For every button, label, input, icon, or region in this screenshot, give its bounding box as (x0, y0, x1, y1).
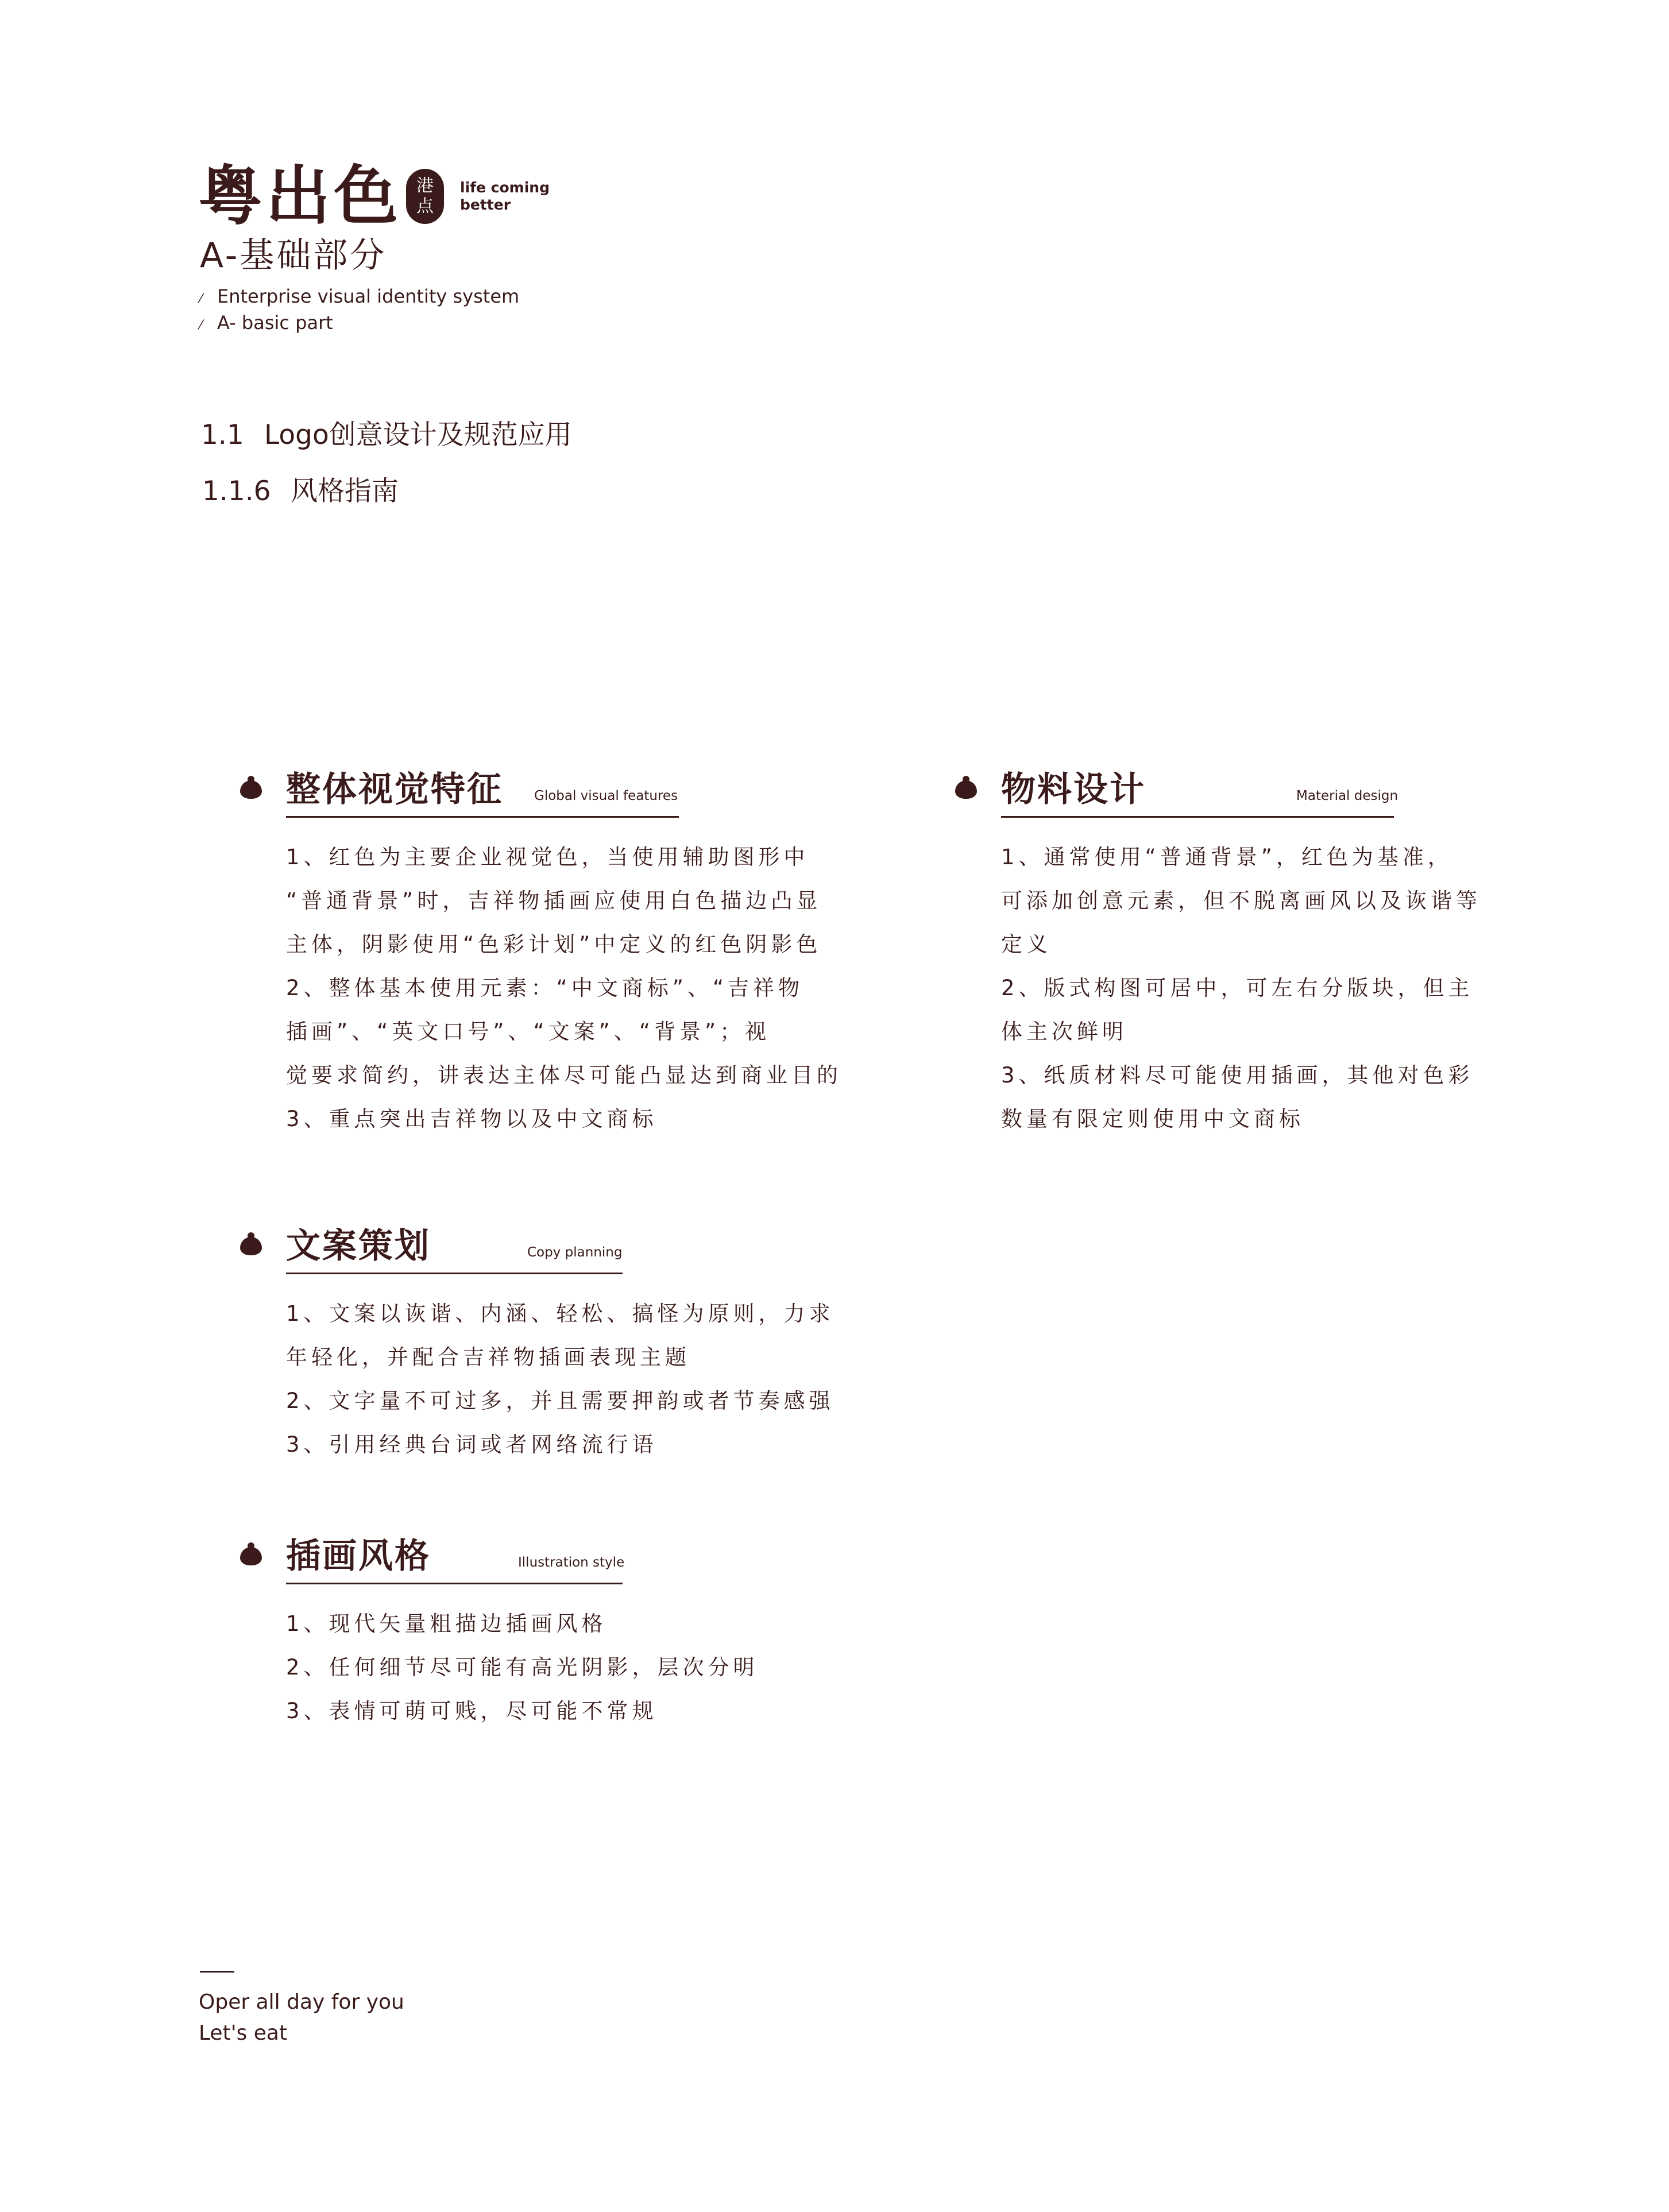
subtitle-line (200, 310, 333, 338)
block-title-cn: 整体视觉特征 (286, 769, 503, 810)
body-line: 3、表情可萌可贱，尽可能不常规 (286, 1699, 658, 1723)
body-line: 数量有限定则使用中文商标 (1001, 1107, 1304, 1131)
slash-mark-icon: ⁄ (200, 318, 202, 332)
footer-rule (200, 1971, 234, 1973)
body-line: 3、引用经典台词或者网络流行语 (286, 1432, 658, 1457)
block-title-cn: 插画风格 (286, 1536, 431, 1576)
block-title-cn: 物料设计 (1001, 769, 1146, 810)
body-line: 2、整体基本使用元素：“中文商标”、“吉祥物 (286, 976, 804, 1000)
block-title-underline (1001, 816, 1394, 818)
bun-bullet-icon (955, 780, 977, 799)
subchapter-heading (202, 473, 399, 511)
block-title-en: Copy planning (527, 1245, 623, 1260)
body-line: 2、版式构图可居中，可左右分版块，但主 (1001, 976, 1474, 1000)
body-line: 1、现代矢量粗描边插画风格 (286, 1611, 607, 1636)
block-title-underline (286, 1583, 623, 1584)
body-line: 年轻化，并配合吉祥物插画表现主题 (286, 1345, 690, 1370)
body-line: 3、纸质材料尽可能使用插画，其他对色彩 (1001, 1063, 1474, 1088)
chapter-title: Logo创意设计及规范应用 (264, 419, 572, 451)
block-body (286, 1602, 759, 1733)
block-body (286, 1292, 835, 1467)
body-line: 定义 (1001, 932, 1052, 957)
bun-bullet-icon (240, 780, 262, 799)
bun-bullet-icon (240, 1237, 262, 1255)
block-title-en: Material design (1296, 788, 1398, 803)
body-line: 主体，阴影使用“色彩计划”中定义的红色阴影色 (286, 932, 822, 957)
footer-line: Let's eat (199, 2021, 288, 2045)
subtitle-text: Enterprise visual identity system (217, 285, 520, 307)
bun-bullet-icon (240, 1547, 262, 1565)
body-line: 觉要求简约，讲表达主体尽可能凸显达到商业目的 (286, 1063, 842, 1088)
body-line: 体主次鲜明 (1001, 1019, 1127, 1044)
block-title-underline (286, 816, 679, 818)
logo-badge-char: 港 (416, 176, 434, 196)
logo-badge-char: 点 (416, 196, 434, 216)
block-title-cn: 文案策划 (286, 1226, 431, 1266)
chapter-number: 1.1 (201, 419, 244, 451)
body-line: 1、文案以诙谐、内涵、轻松、搞怪为原则，力求 (286, 1301, 835, 1326)
body-line: 3、重点突出吉祥物以及中文商标 (286, 1107, 658, 1131)
logo-badge (406, 169, 444, 224)
subchapter-number: 1.1.6 (202, 475, 271, 507)
block-body (286, 836, 842, 1141)
logo-slogan-line: life coming (460, 179, 550, 196)
body-line: 插画”、“英文口号”、“文案”、“背景”；视 (286, 1019, 771, 1044)
body-line: 1、通常使用“普通背景”，红色为基准， (1001, 845, 1453, 869)
body-line: 1、红色为主要企业视觉色，当使用辅助图形中 (286, 845, 809, 869)
slash-mark-icon: ⁄ (200, 292, 202, 306)
block-title-underline (286, 1273, 623, 1274)
brand-logo (198, 159, 550, 234)
subtitle-text: A- basic part (217, 312, 333, 334)
subtitle-line (200, 284, 519, 312)
footer-slogan (199, 1987, 404, 2049)
logo-chinese-name: 粤出色 (198, 159, 401, 234)
block-body (1001, 836, 1481, 1141)
logo-slogan (460, 179, 550, 214)
body-line: “普通背景”时，吉祥物插画应使用白色描边凸显 (286, 888, 822, 913)
block-title-en: Global visual features (534, 788, 678, 803)
block-title-en: Illustration style (518, 1555, 625, 1570)
subchapter-title: 风格指南 (291, 475, 399, 507)
body-line: 2、文字量不可过多，并且需要押韵或者节奏感强 (286, 1389, 835, 1413)
section-title: A-基础部分 (200, 235, 387, 276)
body-line: 2、任何细节尽可能有高光阴影，层次分明 (286, 1655, 759, 1680)
logo-slogan-line: better (460, 196, 511, 213)
body-line: 可添加创意元素，但不脱离画风以及诙谐等 (1001, 888, 1481, 913)
footer-line: Oper all day for you (199, 1990, 404, 2014)
chapter-heading (201, 416, 572, 454)
